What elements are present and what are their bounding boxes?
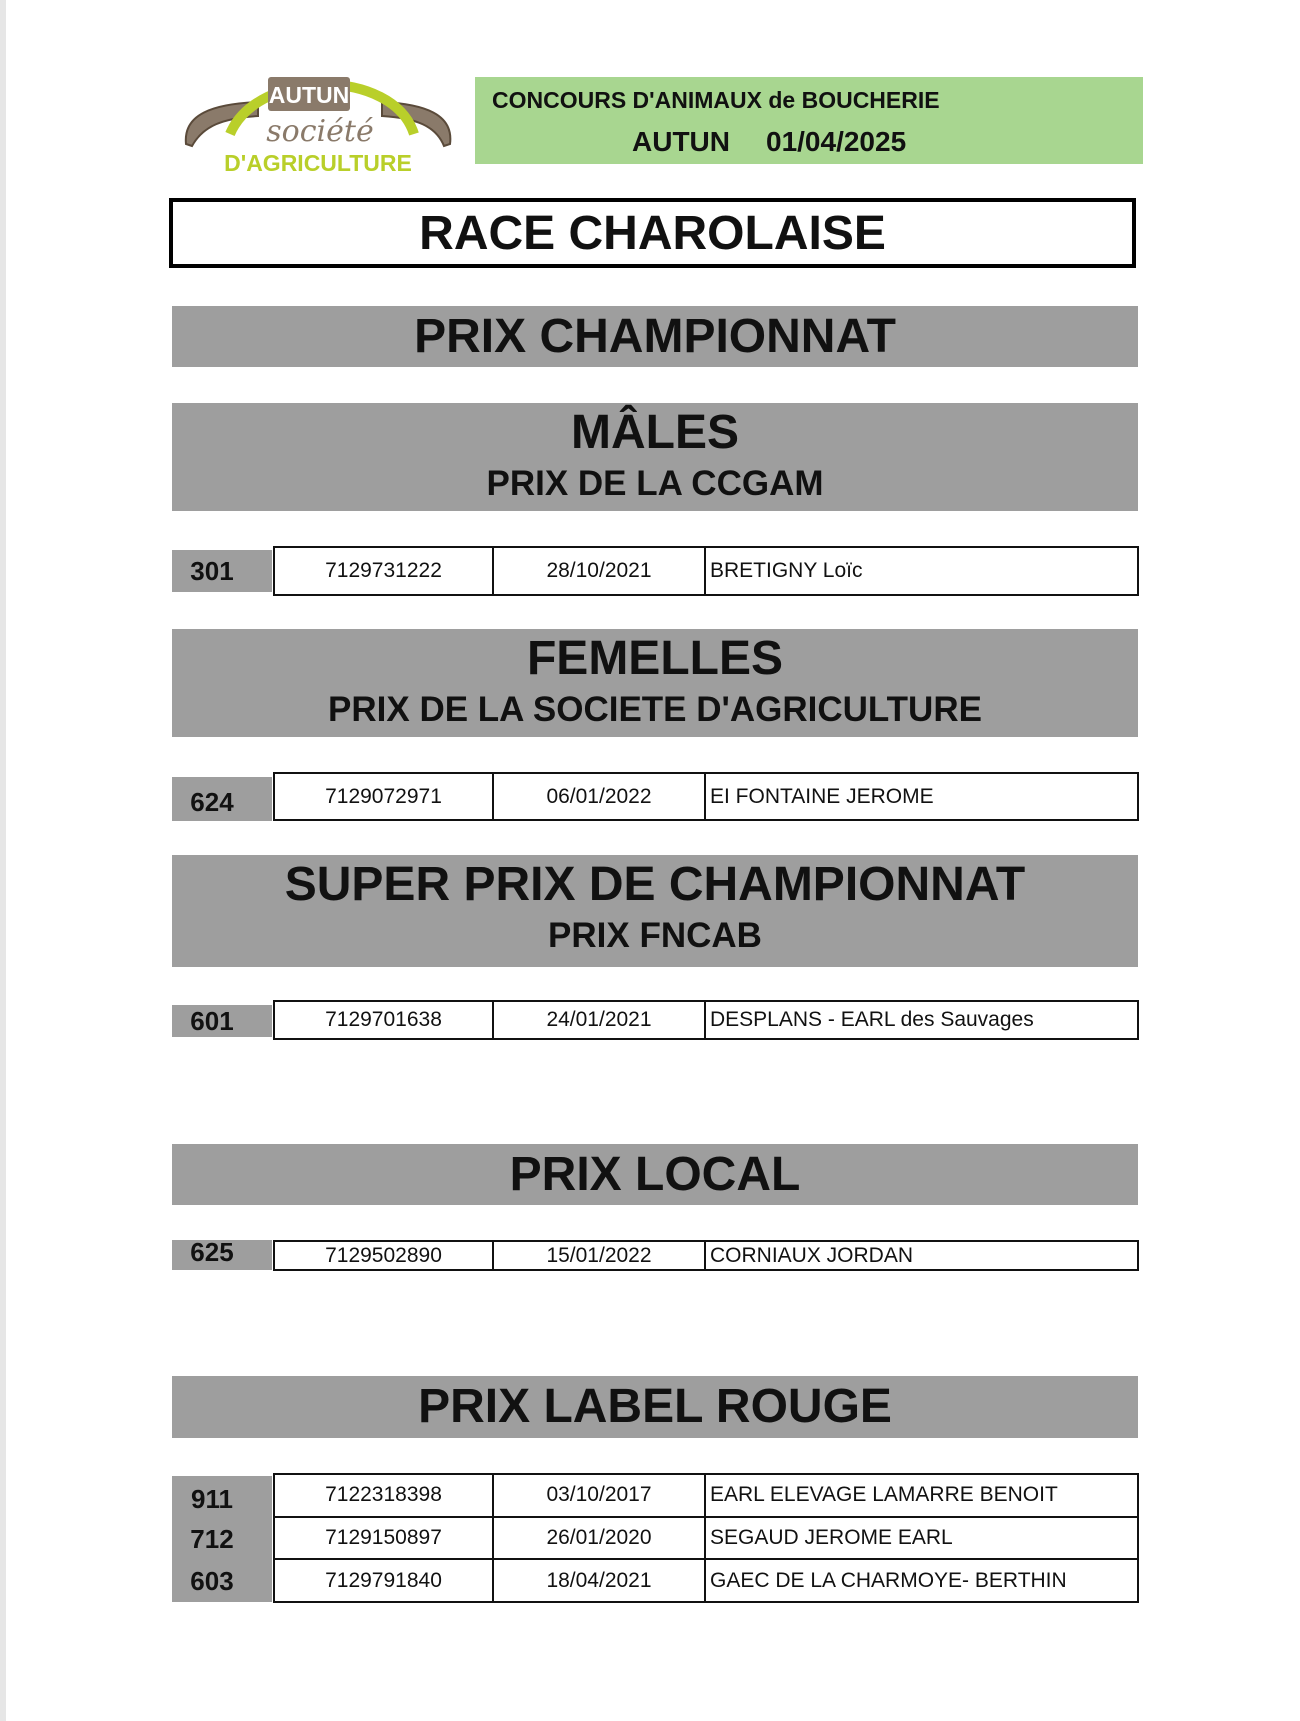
entry-id: 7129731222 xyxy=(275,548,494,594)
entries-table-super xyxy=(273,1000,1139,1040)
societe-agriculture-logo xyxy=(178,74,460,176)
entry-number: 625 xyxy=(172,1240,272,1270)
entry-id: 7129791840 xyxy=(275,1560,494,1601)
entry-owner: DESPLANS - EARL des Sauvages xyxy=(710,1008,1034,1031)
entry-owner: EI FONTAINE JEROME xyxy=(710,784,934,808)
entry-owner: CORNIAUX JORDAN xyxy=(710,1243,914,1267)
race-title: RACE CHAROLAISE xyxy=(169,198,1136,268)
section-males xyxy=(172,403,1138,511)
page-left-edge xyxy=(0,0,6,1721)
entry-number: 601 xyxy=(172,1005,272,1037)
entry-birth-date: 24/01/2021 xyxy=(494,1002,706,1038)
entry-birth-date: 26/01/2020 xyxy=(494,1518,706,1559)
entry-birth-date: 06/01/2022 xyxy=(494,774,706,819)
header-place: AUTUN xyxy=(632,126,730,157)
section-males-prize: PRIX DE LA CCGAM xyxy=(486,464,824,503)
entry-id: 7129502890 xyxy=(275,1242,494,1269)
section-femelles-title: FEMELLES xyxy=(526,632,783,685)
entries-table-local xyxy=(273,1240,1139,1271)
section-label-rouge xyxy=(172,1376,1138,1438)
entry-number: 603 xyxy=(190,1566,234,1596)
section-local-title: PRIX LOCAL xyxy=(509,1147,801,1201)
entry-number: 712 xyxy=(190,1524,234,1554)
entry-id: 7129150897 xyxy=(275,1518,494,1559)
table-row xyxy=(275,1558,1137,1601)
entry-owner: GAEC DE LA CHARMOYE- BERTHIN xyxy=(710,1568,1067,1592)
entries-table-femelles xyxy=(273,772,1139,821)
header-place-date xyxy=(632,126,906,158)
entry-birth-date: 28/10/2021 xyxy=(494,548,706,594)
section-males-title: MÂLES xyxy=(571,406,739,459)
entry-owner: SEGAUD JEROME EARL xyxy=(710,1526,953,1549)
entry-number: 301 xyxy=(172,550,272,592)
table-row xyxy=(275,1242,1137,1269)
table-row xyxy=(275,774,1137,819)
section-label-rouge-title: PRIX LABEL ROUGE xyxy=(418,1380,892,1433)
entry-birth-date: 03/10/2017 xyxy=(494,1475,706,1516)
entry-id: 7129701638 xyxy=(275,1002,494,1038)
section-local xyxy=(172,1144,1138,1205)
entry-number: 911 xyxy=(191,1484,233,1514)
section-super xyxy=(172,855,1138,967)
entry-id: 7129072971 xyxy=(275,774,494,819)
entry-owner: EARL ELEVAGE LAMARRE BENOIT xyxy=(710,1483,1058,1507)
entry-id: 7122318398 xyxy=(275,1475,494,1516)
entry-birth-date: 18/04/2021 xyxy=(494,1560,706,1601)
section-super-title: SUPER PRIX DE CHAMPIONNAT xyxy=(284,858,1026,911)
entry-number: 624 xyxy=(172,777,272,821)
section-championnat-title: PRIX CHAMPIONNAT xyxy=(414,309,896,363)
logo-script-word: société xyxy=(266,114,374,149)
table-row xyxy=(275,1002,1137,1038)
header-banner xyxy=(475,77,1143,164)
table-row xyxy=(275,1516,1137,1559)
section-super-prize: PRIX FNCAB xyxy=(548,916,762,955)
logo-top-word: AUTUN xyxy=(268,82,350,108)
entry-number-column xyxy=(172,1476,272,1602)
table-row xyxy=(275,548,1137,594)
section-championnat xyxy=(172,306,1138,367)
entry-owner: BRETIGNY Loïc xyxy=(710,559,863,582)
entries-table-males xyxy=(273,546,1139,596)
logo-bottom-word: D'AGRICULTURE xyxy=(224,150,412,176)
entry-birth-date: 15/01/2022 xyxy=(494,1242,706,1269)
header-date: 01/04/2025 xyxy=(766,126,907,157)
section-femelles xyxy=(172,629,1138,737)
header-title: CONCOURS D'ANIMAUX de BOUCHERIE xyxy=(492,87,940,113)
section-femelles-prize: PRIX DE LA SOCIETE D'AGRICULTURE xyxy=(328,690,982,729)
table-row xyxy=(275,1475,1137,1516)
entries-table-label-rouge xyxy=(273,1473,1139,1603)
